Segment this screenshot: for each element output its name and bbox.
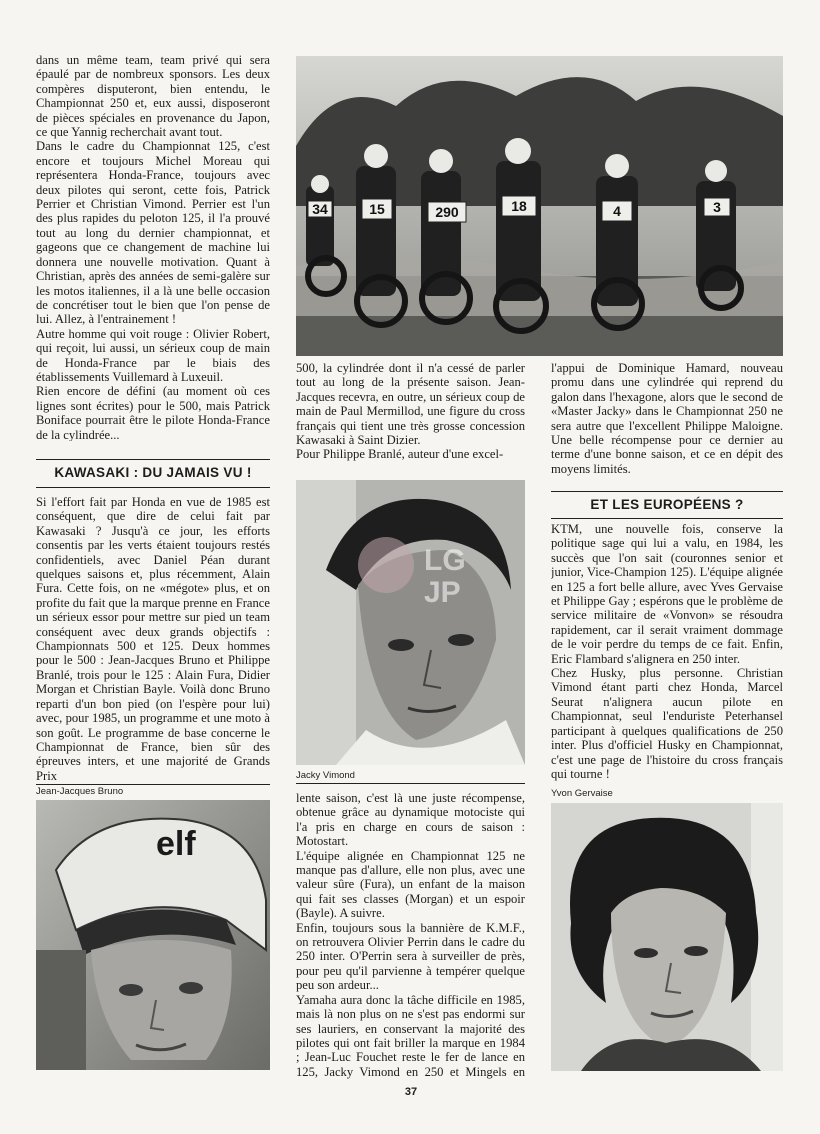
race-number: 3 — [713, 199, 721, 215]
race-start-photo — [296, 56, 783, 356]
portrait-jean-jacques-bruno — [36, 800, 270, 1070]
bruno-photo-art — [36, 800, 270, 1070]
column3-text-europeens: KTM, une nouvelle fois, conserve la politique sage qui lui a valu, en 1984, les succès que l'on sait (couronnes senior et junior, Vice-Champion 125). L'équipe alignée en 125 a fort belle allure, avec Yves Gervaise et Philippe Gay ; espérons que le problème de service militaire de «Vonvon» se résoudra rapidement, car il serait vraiment dommage de le voir perdre du temps de ce fait. Enfin, Eric Flambard s'alignera en 250 inter. Chez Husky, plus personne. Christian Vimond étant parti chez Honda, Marcel Seurat n'alignera aucun pilote en Championnat, seul l'enduriste Peterhansel participant à quelques qualifications de 250 inter. Plus d'officiel Husky en Championnat, c'est une page de l'histoire du cross français qui tourne ! — [551, 522, 783, 781]
photo-caption-bruno: Jean-Jacques Bruno — [36, 786, 124, 797]
race-number: 15 — [369, 201, 385, 217]
svg-text:elf: elf — [156, 825, 196, 863]
kawasaki-heading: KAWASAKI : DU JAMAIS VU ! — [54, 465, 252, 480]
svg-text:JP: JP — [424, 576, 461, 609]
race-number: 34 — [312, 201, 328, 217]
column3-text-top: l'appui de Dominique Hamard, nouveau promu dans une cylindrée qui reprend du galon dans l'hexagone, alors que le second de «Master Jacky» dans le Championnat 250 ne sera autre que l'excellent Philippe Maloigne. Une belle récompense pour ce dernier au terme d'une bonne saison, et ce en dépit des moyens limités. — [551, 361, 783, 476]
page-number: 37 — [404, 1086, 418, 1098]
race-photo-art — [296, 56, 783, 356]
europeens-heading: ET LES EUROPÉENS ? — [590, 497, 744, 512]
photo-caption-vimond: Jacky Vimond — [296, 770, 355, 781]
section-rule — [36, 487, 270, 488]
gervaise-photo-art — [551, 803, 783, 1071]
column2-text-bottom: lente saison, c'est là une juste récompense, obtenue grâce au dynamique motociste qui l'a pris en charge en cours de saison : Motostart. L'équipe alignée en Championnat 125 ne manque pas d'allure, elle non plus, avec une valeur sûre (Fura), un enfant de la maison qui fait ses classes (Morgan) et un espoir (Bayle). A suivre. Enfin, toujours sous la bannière de K.M.F., on retrouvera Olivier Perrin dans le cadre du 250 inter. O'Perrin sera à surveiller de près, pour peu qu'il parvienne à tempérer quelque peu son ardeur... Yamaha aura donc la tâche difficile en 1985, mais là non plus on ne s'est pas endormi sur ses lauriers, en conservant la majorité des pilotes qui ont fait briller la marque en 1984 ; Jean-Luc Fouchet reste le fer de lance en 125, Jacky Vimond en 250 et Mingels en — [296, 791, 525, 1079]
column1-text-top: dans un même team, team privé qui sera épaulé par de nombreux sponsors. Les deux compères disputeront, bien entendu, le Championnat 250 et, eux aussi, disposeront de pièces spéciales en provenance du Japon, ce que Yannig recherchait avant tout. Dans le cadre du Championnat 125, c'est encore et toujours Michel Moreau qui représentera Honda-France, toujours avec deux pilotes qui seront, cette fois, Patrick Perrier et Christian Vimond. Perrier est l'un des plus rapides du peloton 125, il l'a prouvé tout au long du dernier championnat, et gageons que ce changement de machine lui donnera une nouvelle motivation. Quant à Christian, après des années de semi-galère sur les motos italiennes, il a là une belle occasion de concrétiser tout le bien que l'on pense de lui. Allez, à l'entrainement ! Autre homme qui voit rouge : Olivier Robert, qui reçoit, lui aussi, un sérieux coup de main de Honda-France par le biais des établissements Vuillemard à Luxeuil. Rien encore de défini (au moment où ces lignes sont écrites) pour le 500, mais Patrick Boniface pourrait être le pilote Honda-France de la cylindrée... — [36, 53, 270, 441]
race-number: 290 — [435, 204, 459, 220]
section-rule — [551, 491, 783, 492]
photo-caption-gervaise: Yvon Gervaise — [551, 788, 613, 799]
svg-text:LG: LG — [424, 544, 466, 577]
portrait-yvon-gervaise — [551, 803, 783, 1071]
section-rule — [36, 459, 270, 460]
race-number: 4 — [613, 203, 621, 219]
caption-rule — [296, 783, 525, 784]
vimond-photo-art — [296, 480, 525, 765]
column1-text-kawasaki: Si l'effort fait par Honda en vue de 1985 est conséquent, que dire de celui fait par Kawasaki ? Jusqu'à ce jour, les efforts consentis par les verts étaient toujours restés confidentiels, avec Daniel Péan durant quelques saisons et, plus récemment, Alain Fura. Cette fois, on ne «mégote» plus, et on profite du fait que la marque prenne en France un sérieux essor pour mettre sur pied un team conséquent avec deux grands objectifs : Championnats 500 et 125. Deux hommes pour le 500 : Jean-Jacques Bruno et Philippe Branlé, trois pour le 125 : Alain Fura, Didier Morgan et Christian Bayle. Voilà donc Bruno reparti d'un bon pied (on l'espère pour lui) avec, pour 1985, un programme et une moto à son goût. Le programme de base concerne le Championnat de France, bien sûr des épreuves inters, et une majorité de Grands Prix — [36, 495, 270, 783]
column2-text-top: 500, la cylindrée dont il n'a cessé de parler tout au long de la présente saison. Jean-Jacques recevra, en outre, un sérieux coup de main de Paul Mermillod, une figure du cross français qui tient une très grosse concession Kawasaki à Saint Dizier. Pour Philippe Branlé, auteur d'une excel- — [296, 361, 525, 462]
portrait-jacky-vimond — [296, 480, 525, 765]
race-number: 18 — [511, 198, 527, 214]
caption-rule — [36, 784, 270, 785]
section-rule — [551, 518, 783, 519]
